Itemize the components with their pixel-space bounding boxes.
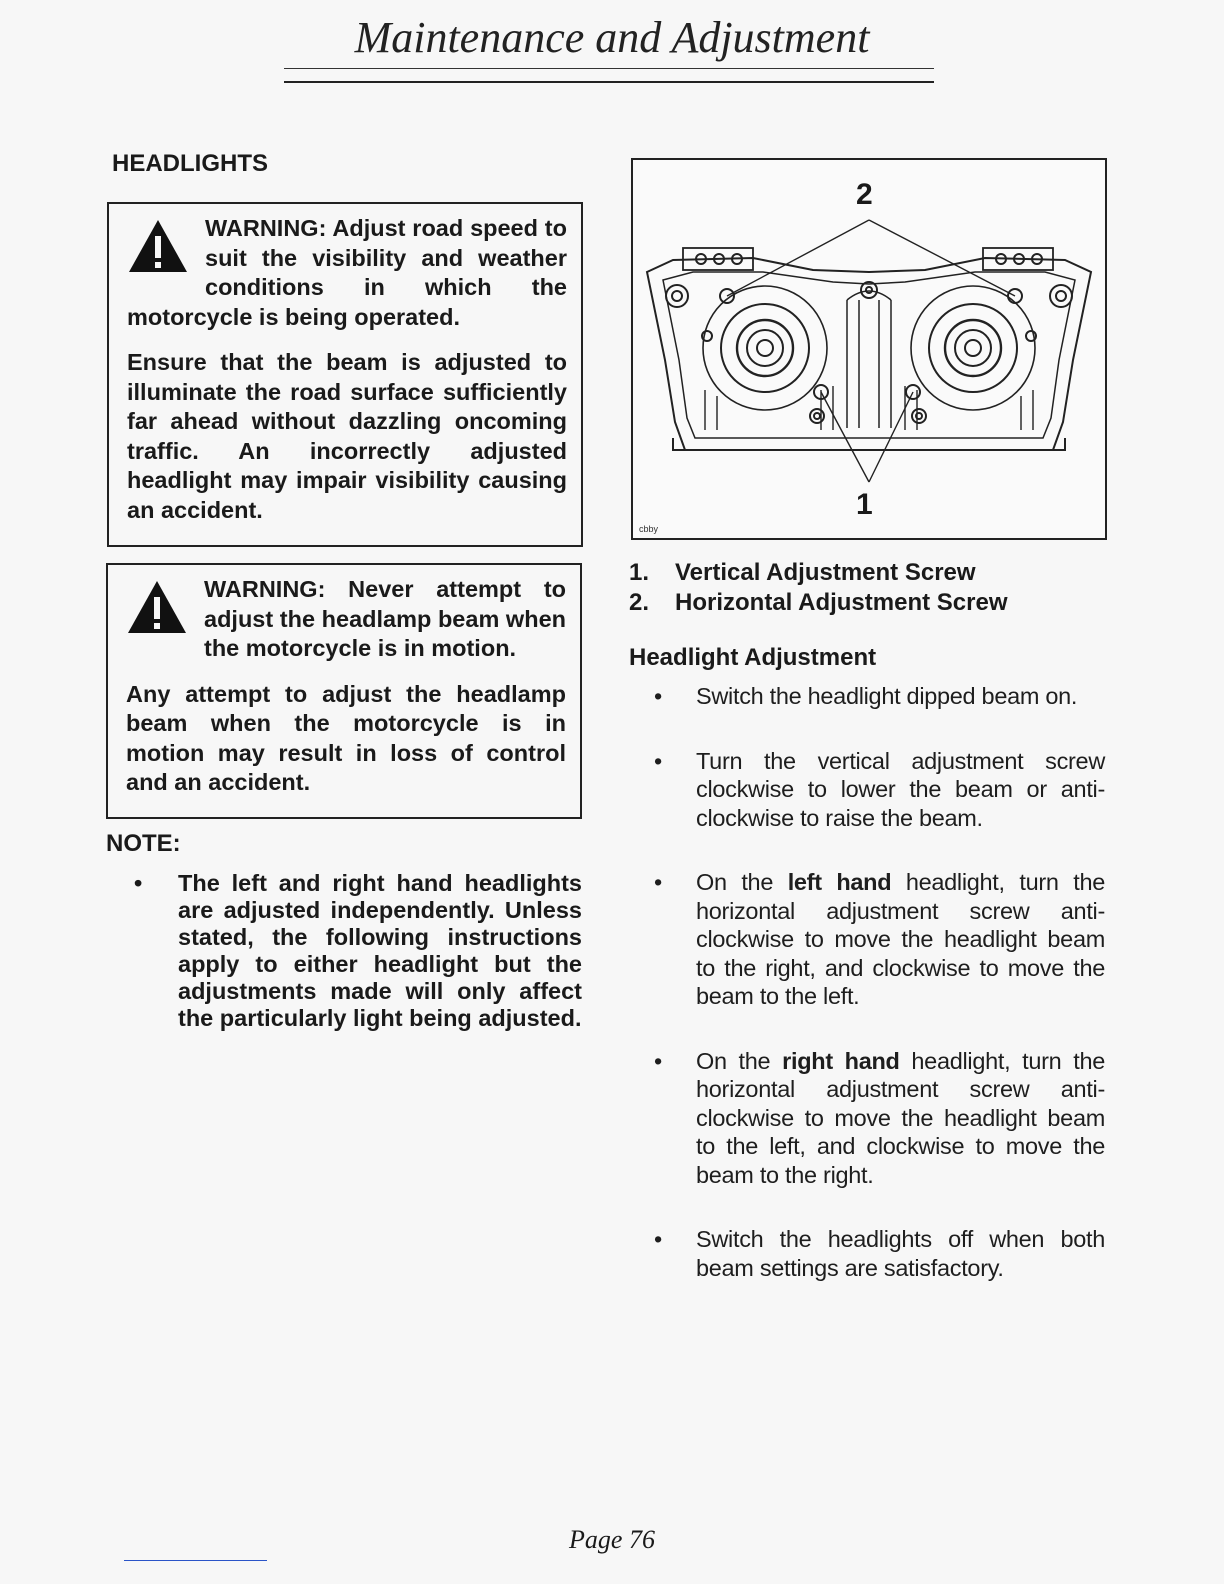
step-item: • Switch the headlights off when both beam settings are satisfactory. bbox=[650, 1225, 1105, 1282]
legend-item bbox=[629, 558, 1007, 588]
footer-rule bbox=[124, 1560, 267, 1561]
warning-text: Never attempt to adjust the headlamp beam when the motorcycle is in motion. bbox=[204, 576, 567, 661]
step-item bbox=[650, 1047, 1105, 1190]
step-emphasis: right hand bbox=[782, 1047, 900, 1074]
note-heading: NOTE: bbox=[106, 830, 181, 857]
headlight-assembly-illustration bbox=[633, 160, 1105, 538]
legend-label: Vertical Adjustment Screw bbox=[675, 559, 976, 586]
legend-item bbox=[629, 588, 1007, 618]
note-list bbox=[130, 870, 582, 1032]
step-emphasis: left hand bbox=[787, 869, 892, 895]
center-divider bbox=[847, 300, 891, 428]
warning-box-road-speed bbox=[107, 202, 583, 547]
headlight-diagram bbox=[631, 158, 1107, 540]
warning-detail: Any attempt to adjust the headlamp beam when the motorcycle is in motion may result in loss of control and an accident. bbox=[126, 680, 566, 795]
section-heading: HEADLIGHTS bbox=[112, 150, 268, 177]
callout-number-vertical: 1 bbox=[856, 488, 873, 521]
housing-inner bbox=[663, 272, 1075, 438]
figure-code: cbby bbox=[639, 524, 659, 534]
callout-number-horizontal: 2 bbox=[856, 178, 873, 211]
warning-detail: Ensure that the beam is adjusted to illuminate the road surface sufficiently far ahead without dazzling oncoming traffic. An incorrectly adjusted headlight may impair visibility causing an accident. bbox=[127, 349, 567, 523]
figure-legend bbox=[629, 558, 1007, 618]
warning-triangle-icon bbox=[126, 579, 188, 635]
legend-number: 1. bbox=[629, 559, 650, 586]
warning-text: Adjust road speed to suit the visibility and weather conditions in which the motorcycle is being operated. bbox=[127, 215, 567, 330]
page-title: Maintenance and Adjustment bbox=[354, 13, 870, 62]
callout-leader-1 bbox=[821, 392, 913, 482]
warning-triangle-icon bbox=[127, 218, 189, 274]
warning-box-motion bbox=[106, 563, 582, 819]
step-text: On the bbox=[696, 869, 788, 895]
legend-label: Horizontal Adjustment Screw bbox=[675, 589, 1008, 616]
page-number: Page 76 bbox=[569, 1525, 655, 1554]
step-item: • Turn the vertical adjustment screw clockwise to lower the beam or anti-clockwise to raise the beam. bbox=[650, 747, 1105, 833]
adjustment-heading: Headlight Adjustment bbox=[629, 644, 877, 671]
title-rule bbox=[284, 68, 934, 83]
step-text: headlight, turn the horizontal adjustment screw anti-clockwise to move the headlight beam to the right, and clockwise to move the beam to the left. bbox=[696, 869, 1105, 1009]
adjustment-steps bbox=[650, 682, 1105, 1282]
warning-paragraph bbox=[127, 214, 567, 332]
legend-number: 2. bbox=[629, 589, 650, 616]
step-item bbox=[650, 868, 1105, 1011]
step-text: On the bbox=[696, 1047, 783, 1074]
warning-label: WARNING: bbox=[204, 576, 326, 602]
note-item: • The left and right hand headlights are adjusted independently. Unless stated, the following instructions apply to either headlight but the adjustments made will only affect the particularly light being adjusted. bbox=[130, 870, 582, 1032]
step-text: headlight, turn the horizontal adjustment screw anti-clockwise to move the headlight beam to the left, and clockwise to move the beam to the right. bbox=[696, 1047, 1105, 1188]
warning-label: WARNING: bbox=[205, 215, 327, 241]
warning-paragraph bbox=[126, 575, 566, 664]
step-item: • Switch the headlight dipped beam on. bbox=[650, 682, 1105, 711]
